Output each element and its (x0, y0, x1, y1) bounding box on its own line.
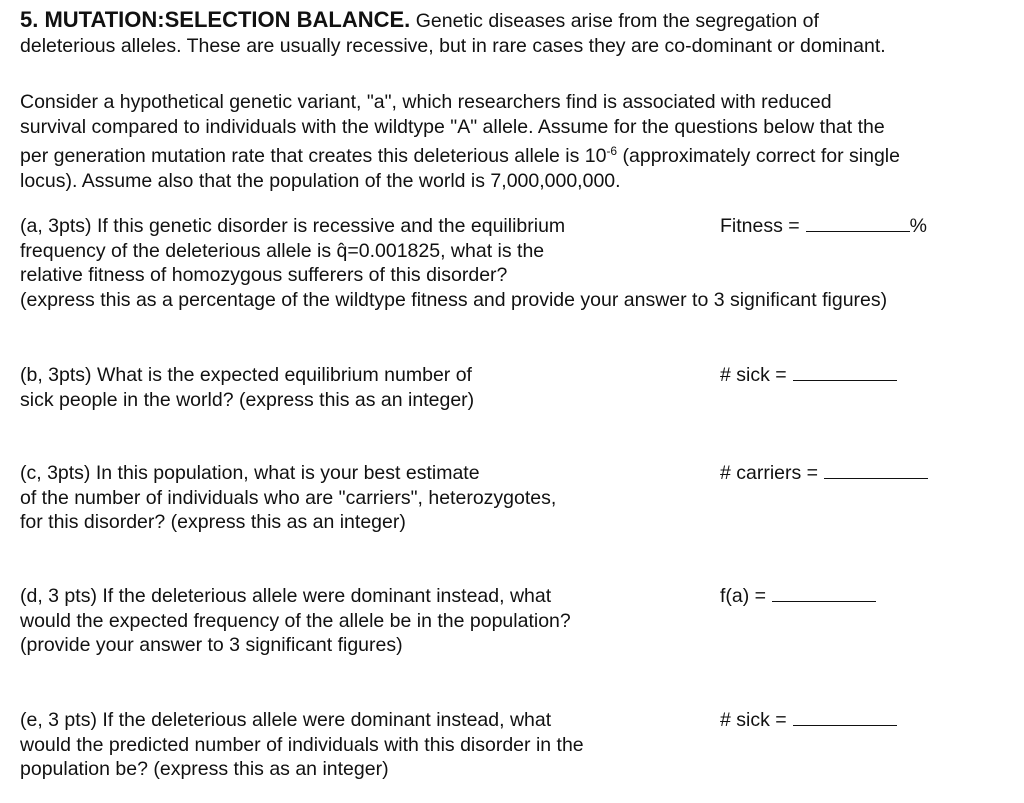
answer-c-label: # carriers = (720, 462, 819, 484)
context-line-3-text: per generation mutation rate that creates this deleterious allele is 10 (20, 145, 607, 168)
intro-line-2: deleterious alleles. These are usually recessive, but in rare cases they are co-dominant or dominant. (20, 34, 886, 57)
question-a-line-2: frequency of the deleterious allele is q̂=0.001825, what is the (20, 239, 545, 262)
question-c-line-2: of the number of individuals who are "carriers", heterozygotes, (20, 486, 557, 509)
question-e-line-3: population be? (express this as an integer) (20, 758, 389, 781)
answer-c (720, 461, 928, 486)
question-e-line-1: (e, 3 pts) If the deleterious allele were dominant instead, what (20, 709, 552, 731)
answer-a (720, 214, 927, 239)
context-line-3 (20, 139, 1010, 169)
section-title: 5. MUTATION:SELECTION BALANCE. (20, 7, 411, 32)
answer-b-label: # sick = (720, 364, 787, 386)
question-a-line-3: relative fitness of homozygous sufferers of this disorder? (20, 264, 508, 287)
answer-a-label: Fitness = (720, 215, 800, 237)
intro-text-1: Genetic diseases arise from the segregation of (410, 10, 819, 32)
context-line-2: survival compared to individuals with the wildtype "A" allele. Assume for the questions below that the (20, 115, 885, 138)
fitness-answer-blank[interactable] (806, 214, 910, 232)
answer-e (720, 708, 897, 733)
carriers-answer-blank[interactable] (824, 461, 928, 479)
context-line-4: locus). Assume also that the population of the world is 7,000,000,000. (20, 169, 621, 192)
question-a-line-1: (a, 3pts) If this genetic disorder is recessive and the equilibrium (20, 215, 566, 237)
answer-b (720, 363, 897, 388)
question-e-line-2: would the predicted number of individuals with this disorder in the (20, 733, 584, 756)
intro-line-1 (20, 8, 1010, 34)
answer-e-label: # sick = (720, 709, 787, 731)
frequency-answer-blank[interactable] (772, 584, 876, 602)
question-b-line-2: sick people in the world? (express this as an integer) (20, 388, 475, 411)
question-c-line-1: (c, 3pts) In this population, what is your best estimate (20, 462, 480, 484)
sick-count-answer-blank[interactable] (793, 363, 897, 381)
question-a-line-4: (express this as a percentage of the wildtype fitness and provide your answer to 3 significant figures) (20, 288, 888, 311)
context-paragraph (20, 90, 1010, 193)
dominant-sick-count-answer-blank[interactable] (793, 708, 897, 726)
question-b-line-1: (b, 3pts) What is the expected equilibrium number of (20, 364, 472, 386)
context-line-3-tail: (approximately correct for single (617, 145, 900, 168)
context-line-1: Consider a hypothetical genetic variant, "a", which researchers find is associated with reduced (20, 91, 832, 113)
answer-a-suffix: % (909, 215, 928, 237)
mutation-rate-exponent: -6 (606, 144, 618, 159)
question-c-line-3: for this disorder? (express this as an integer) (20, 511, 406, 534)
question-d-line-1: (d, 3 pts) If the deleterious allele were dominant instead, what (20, 585, 552, 607)
question-d-line-3: (provide your answer to 3 significant figures) (20, 634, 403, 657)
document-page (20, 8, 1010, 58)
question-d-line-2: would the expected frequency of the allele be in the population? (20, 609, 571, 632)
answer-d (720, 584, 876, 609)
answer-d-label: f(a) = (720, 585, 767, 607)
